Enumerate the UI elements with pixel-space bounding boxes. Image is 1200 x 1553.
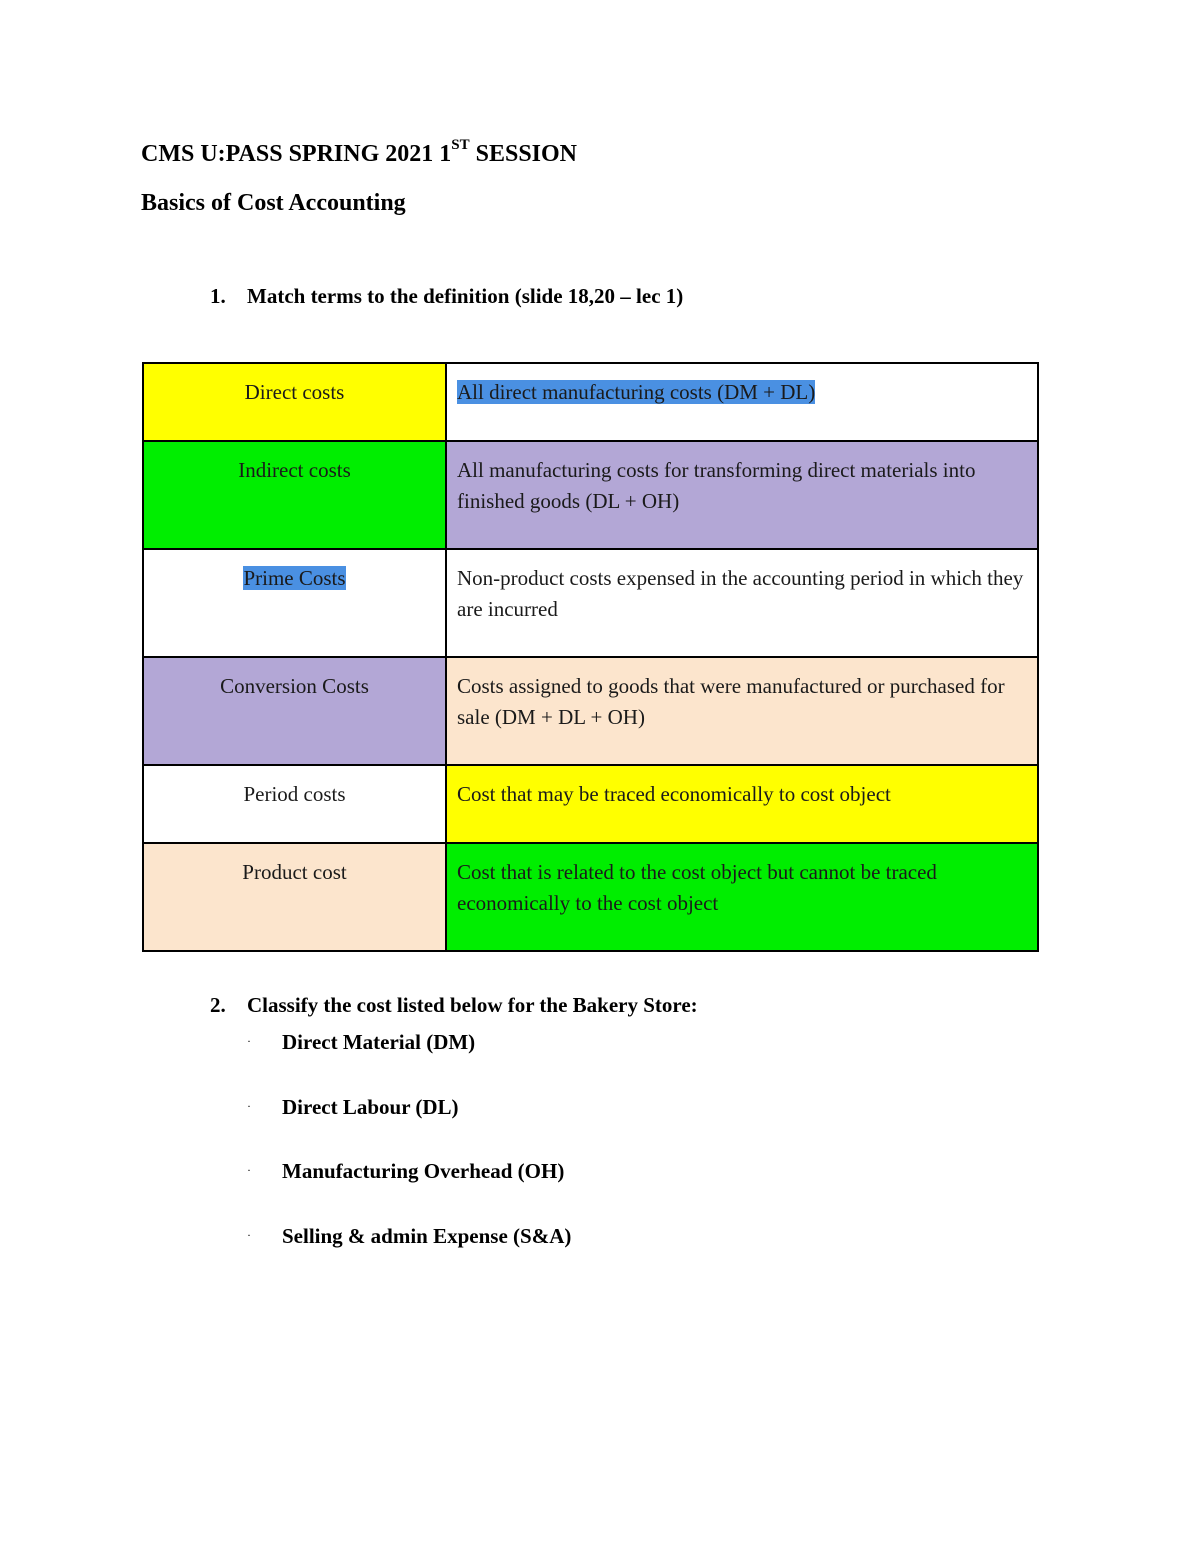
title-end: SESSION bbox=[469, 141, 577, 167]
title-superscript: ST bbox=[451, 137, 470, 153]
question-1-number: 1. bbox=[210, 284, 226, 308]
definition-cell bbox=[446, 843, 1038, 951]
document-title bbox=[141, 137, 577, 168]
definition-text: Non-product costs expensed in the accounting period in which they are incurred bbox=[457, 566, 1024, 621]
match-terms-table bbox=[142, 362, 1039, 952]
bullet-icon: · bbox=[247, 1163, 251, 1177]
term-cell bbox=[143, 441, 446, 549]
table-row bbox=[143, 765, 1038, 843]
list-item-text: Direct Labour (DL) bbox=[282, 1094, 459, 1119]
definition-cell bbox=[446, 549, 1038, 657]
cost-category-list bbox=[247, 1030, 571, 1288]
highlighted-definition-text: All direct manufacturing costs (DM + DL) bbox=[457, 380, 816, 404]
list-item bbox=[247, 1159, 571, 1224]
question-1-text: Match terms to the definition (slide 18,20 – lec 1) bbox=[247, 284, 684, 308]
table-row bbox=[143, 441, 1038, 549]
table-row bbox=[143, 843, 1038, 951]
term-text: Direct costs bbox=[244, 380, 345, 404]
definition-cell bbox=[446, 657, 1038, 765]
definition-cell bbox=[446, 363, 1038, 441]
highlighted-term-text: Prime Costs bbox=[243, 566, 346, 590]
question-1 bbox=[210, 284, 683, 309]
document-subtitle: Basics of Cost Accounting bbox=[141, 190, 406, 216]
bullet-icon: · bbox=[247, 1098, 251, 1113]
table-row bbox=[143, 549, 1038, 657]
definition-cell bbox=[446, 441, 1038, 549]
list-item bbox=[247, 1095, 571, 1160]
list-item-text: Selling & admin Expense (S&A) bbox=[282, 1223, 572, 1248]
term-cell bbox=[143, 363, 446, 441]
term-text: Period costs bbox=[243, 782, 346, 806]
table-row bbox=[143, 657, 1038, 765]
question-2 bbox=[210, 993, 698, 1018]
term-cell bbox=[143, 657, 446, 765]
list-item bbox=[247, 1030, 571, 1095]
title-main: CMS U:PASS SPRING 2021 1 bbox=[141, 141, 452, 167]
definition-cell bbox=[446, 765, 1038, 843]
bullet-icon: · bbox=[247, 1034, 251, 1048]
definition-text: Cost that is related to the cost object but cannot be traced economically to the cost object bbox=[457, 860, 937, 915]
definition-text: Costs assigned to goods that were manufactured or purchased for sale (DM + DL + OH) bbox=[457, 674, 1005, 729]
term-cell bbox=[143, 843, 446, 951]
list-item-text: Manufacturing Overhead (OH) bbox=[282, 1159, 565, 1183]
definition-text: Cost that may be traced economically to cost object bbox=[457, 782, 891, 806]
list-item bbox=[247, 1224, 571, 1289]
question-2-number: 2. bbox=[210, 993, 226, 1017]
definition-text: All manufacturing costs for transforming direct materials into finished goods (DL + OH) bbox=[457, 458, 976, 513]
list-item-text: Direct Material (DM) bbox=[282, 1030, 476, 1054]
term-cell bbox=[143, 765, 446, 843]
term-text: Product cost bbox=[242, 860, 347, 884]
term-text: Conversion Costs bbox=[220, 674, 369, 698]
term-text: Indirect costs bbox=[238, 458, 351, 482]
bullet-icon: · bbox=[247, 1227, 251, 1242]
table-row bbox=[143, 363, 1038, 441]
question-2-text: Classify the cost listed below for the Bakery Store: bbox=[247, 993, 698, 1017]
term-cell bbox=[143, 549, 446, 657]
